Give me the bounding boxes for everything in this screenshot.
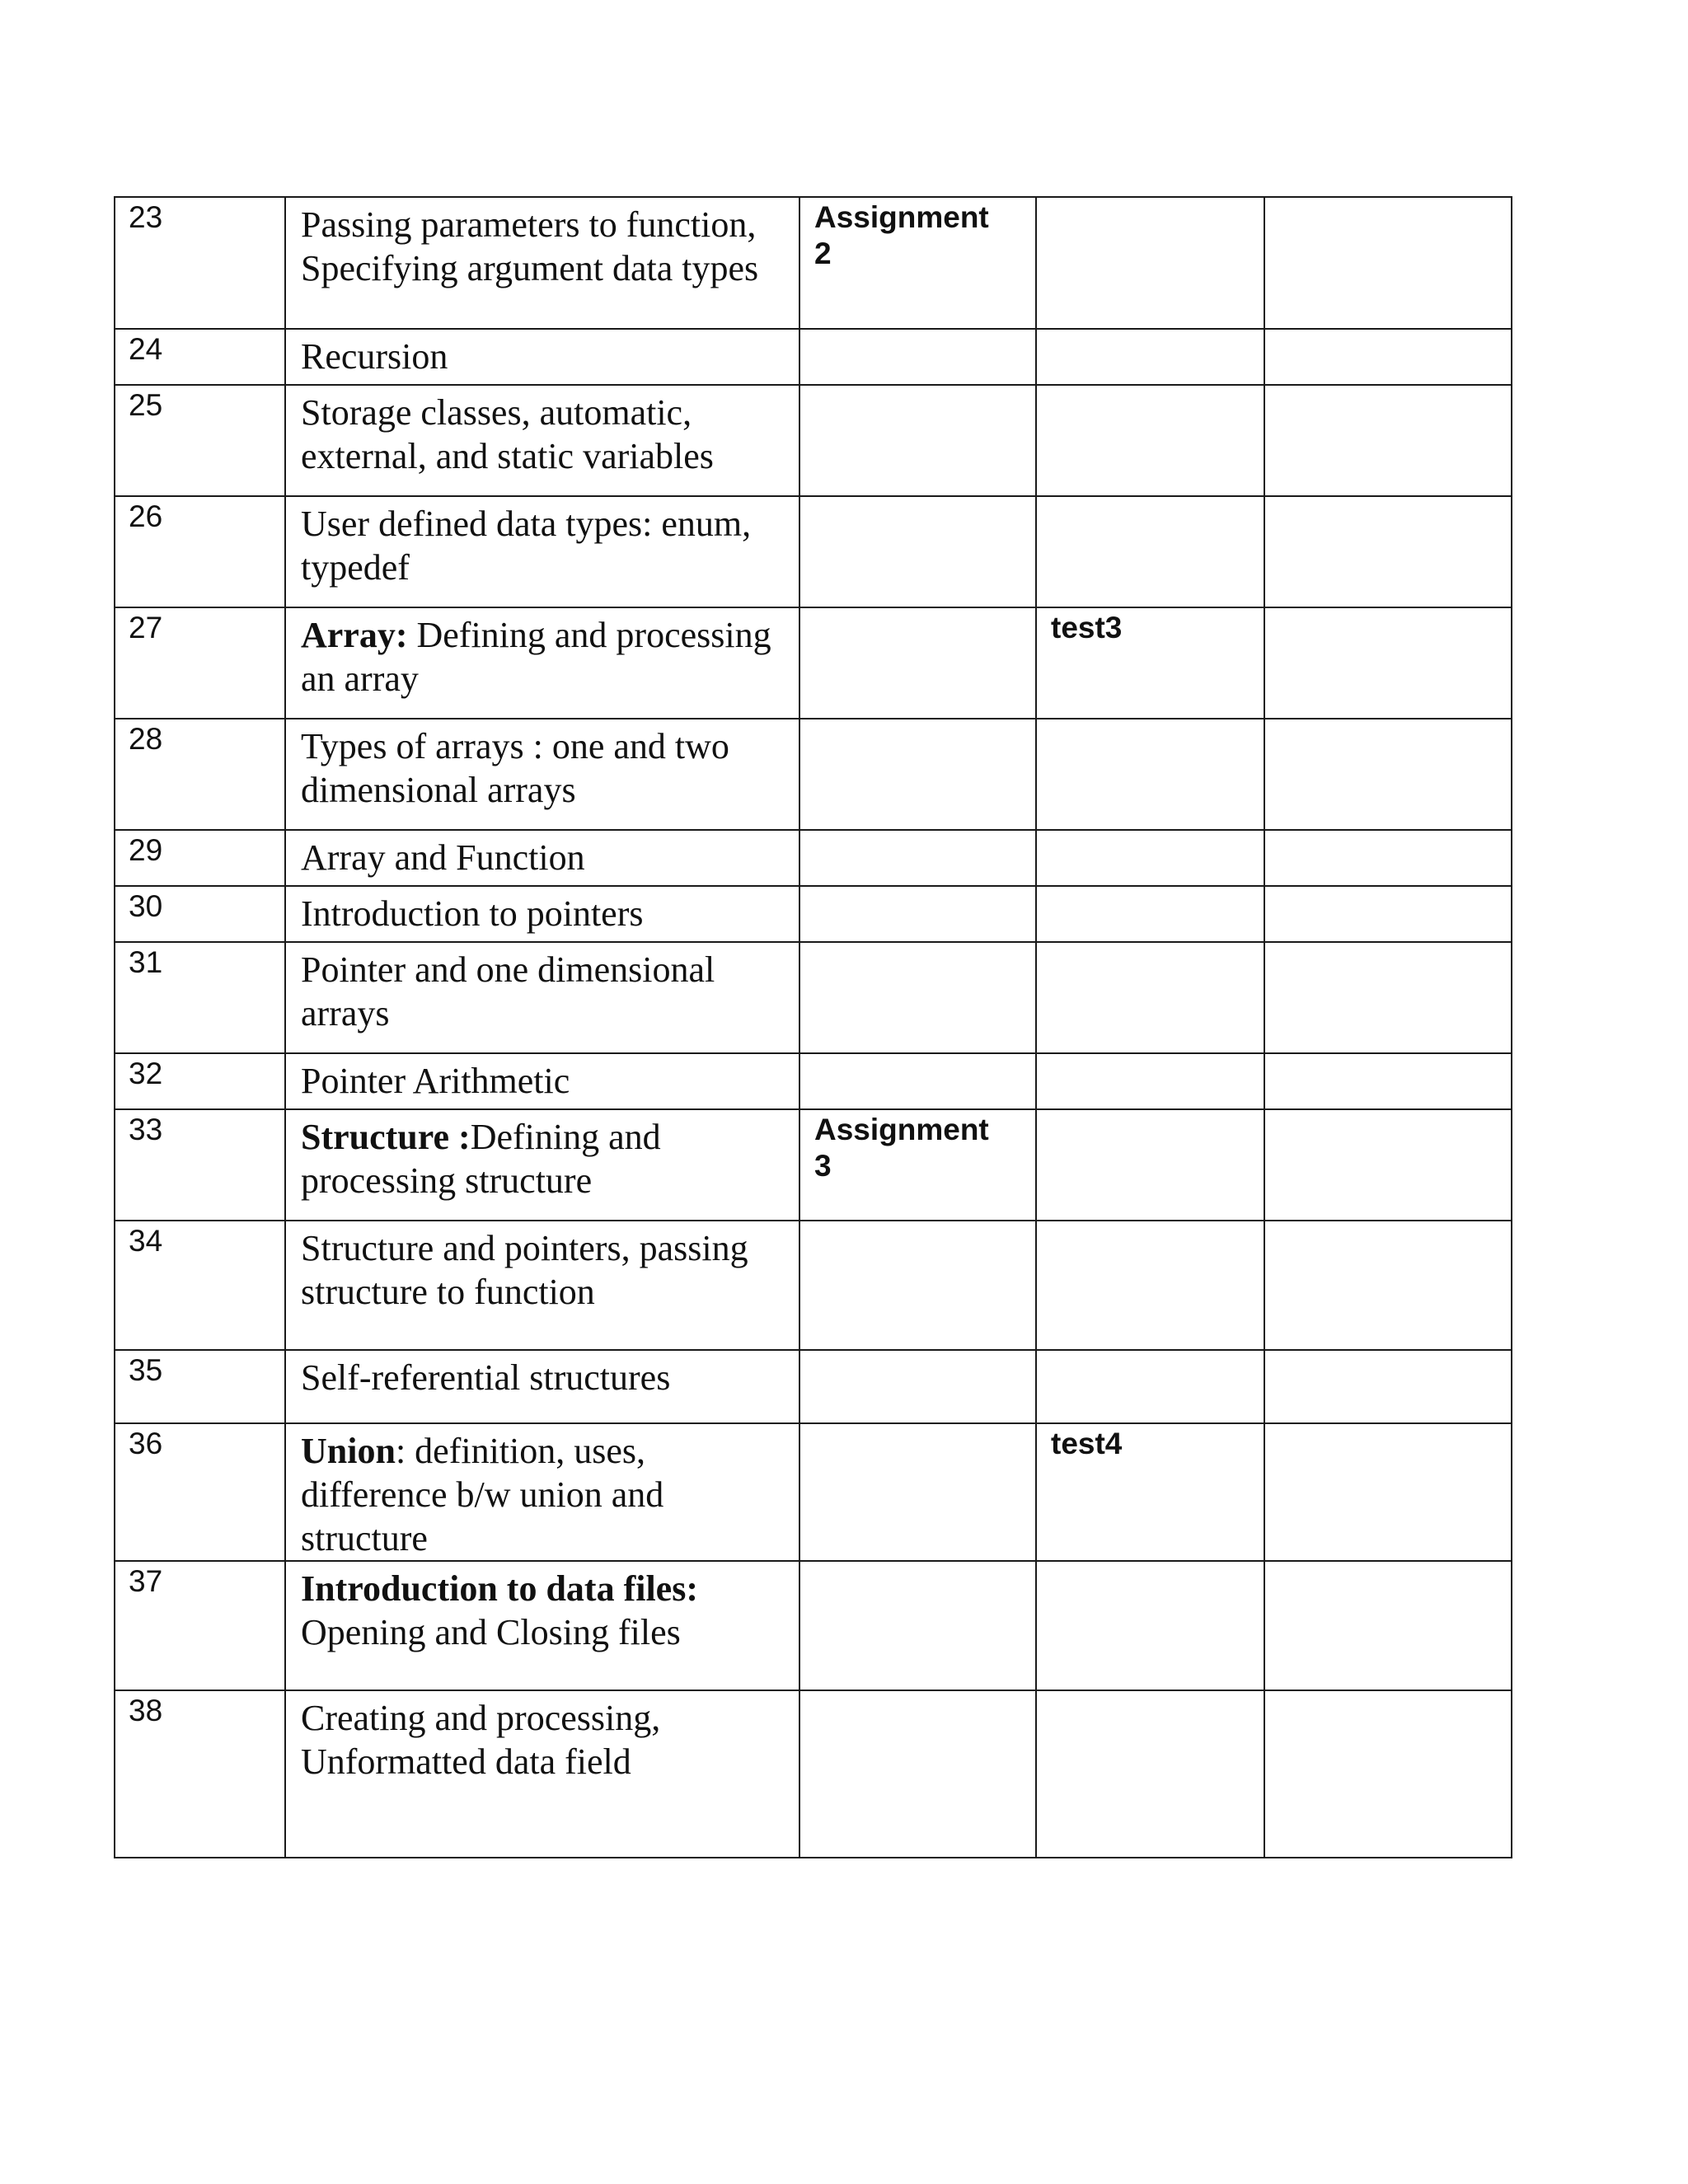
table-row (115, 1053, 1512, 1109)
table-row (115, 830, 1512, 886)
empty-cell (1264, 607, 1512, 719)
empty-cell (1264, 1221, 1512, 1350)
topic-text: Defining and processing an array (301, 615, 771, 699)
test-cell (1036, 1109, 1264, 1221)
assignment-cell (799, 1053, 1036, 1109)
topic-cell (285, 1561, 799, 1690)
row-number-cell: 24 (115, 329, 285, 385)
topic-text: Structure and pointers, passing structure to function (301, 1228, 748, 1312)
assignment-cell (799, 385, 1036, 496)
empty-cell (1264, 1561, 1512, 1690)
topic-text: : definition, uses, difference b/w union and structure (301, 1431, 664, 1558)
topic-cell (285, 385, 799, 496)
table-row (115, 1423, 1512, 1561)
empty-cell (1264, 1109, 1512, 1221)
row-number-cell: 28 (115, 719, 285, 830)
empty-cell (1264, 197, 1512, 329)
assignment-cell (799, 1350, 1036, 1423)
row-number-cell: 32 (115, 1053, 285, 1109)
empty-cell (1264, 1690, 1512, 1858)
topic-cell (285, 1109, 799, 1221)
table-row (115, 197, 1512, 329)
topic-heading: Introduction to data files: (301, 1568, 698, 1609)
topic-text: Creating and processing, Unformatted data field (301, 1698, 661, 1782)
test-cell (1036, 496, 1264, 607)
topic-cell (285, 830, 799, 886)
table-row (115, 942, 1512, 1053)
topic-text: Pointer Arithmetic (301, 1061, 570, 1101)
empty-cell (1264, 385, 1512, 496)
topic-cell (285, 1423, 799, 1561)
topic-text: Pointer and one dimensional arrays (301, 949, 715, 1033)
test-cell (1036, 329, 1264, 385)
table-row (115, 1561, 1512, 1690)
table-row (115, 886, 1512, 942)
table-row (115, 1690, 1512, 1858)
table-row (115, 385, 1512, 496)
topic-cell (285, 329, 799, 385)
table-row (115, 607, 1512, 719)
empty-cell (1264, 1053, 1512, 1109)
table-row (115, 1109, 1512, 1221)
test-cell: test3 (1036, 607, 1264, 719)
row-number-cell: 26 (115, 496, 285, 607)
assignment-cell (799, 886, 1036, 942)
table-row (115, 1221, 1512, 1350)
empty-cell (1264, 830, 1512, 886)
test-cell (1036, 830, 1264, 886)
test-cell (1036, 1561, 1264, 1690)
row-number-cell: 29 (115, 830, 285, 886)
row-number-cell: 34 (115, 1221, 285, 1350)
topic-cell (285, 1690, 799, 1858)
test-cell (1036, 385, 1264, 496)
topic-cell (285, 607, 799, 719)
row-number-cell: 31 (115, 942, 285, 1053)
empty-cell (1264, 719, 1512, 830)
assignment-cell: Assignment 2 (799, 197, 1036, 329)
empty-cell (1264, 1350, 1512, 1423)
topic-text: Recursion (301, 336, 448, 377)
lesson-schedule-table (114, 196, 1512, 1858)
row-number-cell: 25 (115, 385, 285, 496)
assignment-cell (799, 719, 1036, 830)
assignment-cell (799, 942, 1036, 1053)
topic-cell (285, 197, 799, 329)
test-cell (1036, 1221, 1264, 1350)
topic-heading: Structure : (301, 1117, 471, 1157)
assignment-cell (799, 1423, 1036, 1561)
row-number-cell: 30 (115, 886, 285, 942)
topic-text: Self-referential structures (301, 1357, 671, 1398)
topic-text: Introduction to pointers (301, 893, 644, 934)
row-number-cell: 38 (115, 1690, 285, 1858)
table-row (115, 719, 1512, 830)
topic-cell (285, 1350, 799, 1423)
topic-cell (285, 496, 799, 607)
assignment-cell: Assignment 3 (799, 1109, 1036, 1221)
topic-cell (285, 886, 799, 942)
row-number-cell: 23 (115, 197, 285, 329)
assignment-cell (799, 329, 1036, 385)
topic-cell (285, 1221, 799, 1350)
empty-cell (1264, 496, 1512, 607)
assignment-cell (799, 607, 1036, 719)
table-body (115, 197, 1512, 1858)
assignment-cell (799, 830, 1036, 886)
topic-text: User defined data types: enum, typedef (301, 504, 752, 588)
row-number-cell: 33 (115, 1109, 285, 1221)
empty-cell (1264, 329, 1512, 385)
test-cell (1036, 1690, 1264, 1858)
row-number-cell: 35 (115, 1350, 285, 1423)
topic-cell (285, 1053, 799, 1109)
empty-cell (1264, 942, 1512, 1053)
assignment-cell (799, 496, 1036, 607)
row-number-cell: 27 (115, 607, 285, 719)
test-cell (1036, 719, 1264, 830)
test-cell (1036, 1053, 1264, 1109)
topic-cell (285, 942, 799, 1053)
row-number-cell: 37 (115, 1561, 285, 1690)
topic-text: Passing parameters to function, Specifying argument data types (301, 204, 759, 288)
topic-text: Defining and processing structure (301, 1117, 661, 1201)
empty-cell (1264, 1423, 1512, 1561)
topic-text: Storage classes, automatic, external, and static variables (301, 392, 714, 476)
empty-cell (1264, 886, 1512, 942)
assignment-cell (799, 1561, 1036, 1690)
table-row (115, 329, 1512, 385)
topic-cell (285, 719, 799, 830)
test-cell (1036, 886, 1264, 942)
topic-heading: Array: (301, 615, 408, 655)
topic-text: Opening and Closing files (301, 1612, 681, 1652)
table-row (115, 1350, 1512, 1423)
topic-text: Types of arrays : one and two dimensional arrays (301, 726, 729, 810)
test-cell (1036, 1350, 1264, 1423)
test-cell (1036, 942, 1264, 1053)
topic-heading: Union (301, 1431, 396, 1471)
test-cell: test4 (1036, 1423, 1264, 1561)
table-row (115, 496, 1512, 607)
topic-text: Array and Function (301, 837, 585, 878)
assignment-cell (799, 1690, 1036, 1858)
assignment-cell (799, 1221, 1036, 1350)
row-number-cell: 36 (115, 1423, 285, 1561)
test-cell (1036, 197, 1264, 329)
